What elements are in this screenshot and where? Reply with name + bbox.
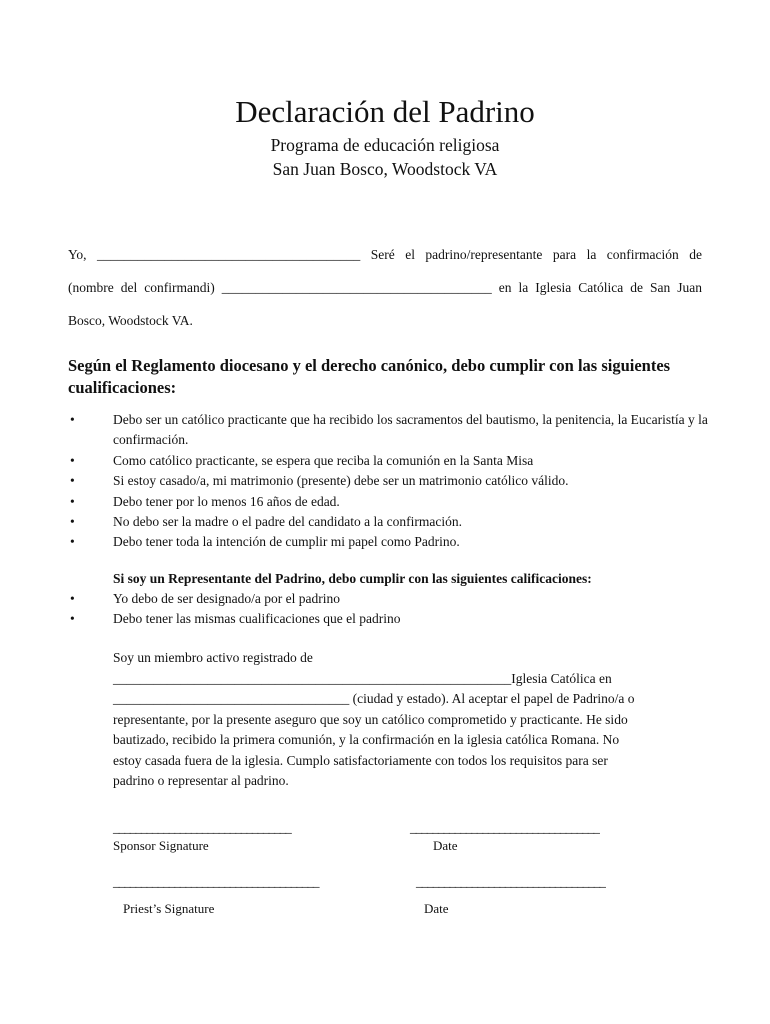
bullet-icon: •	[70, 412, 75, 427]
list-item: • Yo debo de ser designado/a por el padrino	[68, 589, 708, 609]
qualifications-heading: Según el Reglamento diocesano y el derecho canónico, debo cumplir con las siguientes cualificaciones:	[68, 356, 671, 397]
sponsor-date-line: __________________________________	[410, 820, 599, 835]
sponsor-date-label: Date	[433, 838, 458, 853]
bullet-icon: •	[70, 514, 75, 530]
sponsor-signature-label: Sponsor Signature	[113, 838, 209, 853]
priest-date-line: __________________________________	[416, 874, 605, 889]
list-item: • Debo tener toda la intención de cumplir mi papel como Padrino.	[68, 532, 708, 552]
statement-line: representante, por la presente aseguro que soy un católico comprometido y practicante. He sido	[113, 711, 628, 727]
list-item: • Debo tener por lo menos 16 años de edad.	[68, 492, 708, 512]
declaration-line-2: (nombre del confirmandi) ________________________________________ en la Iglesia Católica de San Juan	[68, 280, 702, 295]
statement-line: padrino o representar al padrino.	[113, 773, 289, 788]
parish-subtitle: San Juan Bosco, Woodstock VA	[272, 159, 498, 179]
qualifications-list	[68, 410, 708, 553]
priest-date-label: Date	[424, 901, 449, 916]
bullet-icon: •	[70, 493, 75, 509]
list-item: • No debo ser la madre o el padre del candidato a la confirmación.	[68, 512, 708, 532]
statement-line: Soy un miembro activo registrado de	[113, 650, 313, 665]
bullet-icon: •	[70, 611, 75, 627]
membership-statement	[113, 648, 713, 792]
statement-line: estoy casada fuera de la iglesia. Cumplo satisfactoriamente con todos los requisitos para ser	[113, 752, 608, 768]
statement-line: ___________________________________________________________Iglesia Católica en	[113, 670, 612, 686]
program-subtitle: Programa de educación religiosa	[270, 135, 500, 155]
document-title: Declaración del Padrino	[235, 94, 535, 129]
bullet-icon: •	[70, 473, 75, 489]
bullet-icon: •	[70, 534, 75, 550]
declaration-line-3: Bosco, Woodstock VA.	[68, 313, 193, 328]
declaration-line-1: Yo, _______________________________________ Seré el padrino/representante para la confirmación de	[68, 247, 702, 262]
list-item: • Debo tener las mismas cualificaciones que el padrino	[68, 609, 708, 629]
representative-heading: Si soy un Representante del Padrino, debo cumplir con las siguientes calificaciones:	[113, 571, 592, 586]
bullet-icon: •	[70, 591, 75, 606]
list-item: • Como católico practicante, se espera que reciba la comunión en la Santa Misa	[68, 451, 708, 471]
representative-list	[68, 589, 708, 630]
statement-line: bautizado, recibido la primera comunión, y la confirmación en la iglesia católica Romana. No	[113, 732, 620, 747]
list-item: • Si estoy casado/a, mi matrimonio (presente) debe ser un matrimonio católico válido.	[68, 471, 708, 491]
bullet-icon: •	[70, 452, 75, 468]
statement-line: ___________________________________ (ciudad y estado). Al aceptar el papel de Padrino/a o	[113, 691, 635, 706]
sponsor-signature-line: ________________________________	[113, 820, 291, 835]
priest-signature-label: Priest’s Signature	[123, 901, 215, 916]
list-item: • Debo ser un católico practicante que ha recibido los sacramentos del bautismo, la penitencia, la Eucaristía y la confirmación.	[70, 412, 708, 448]
priest-signature-line: _____________________________________	[113, 874, 319, 889]
